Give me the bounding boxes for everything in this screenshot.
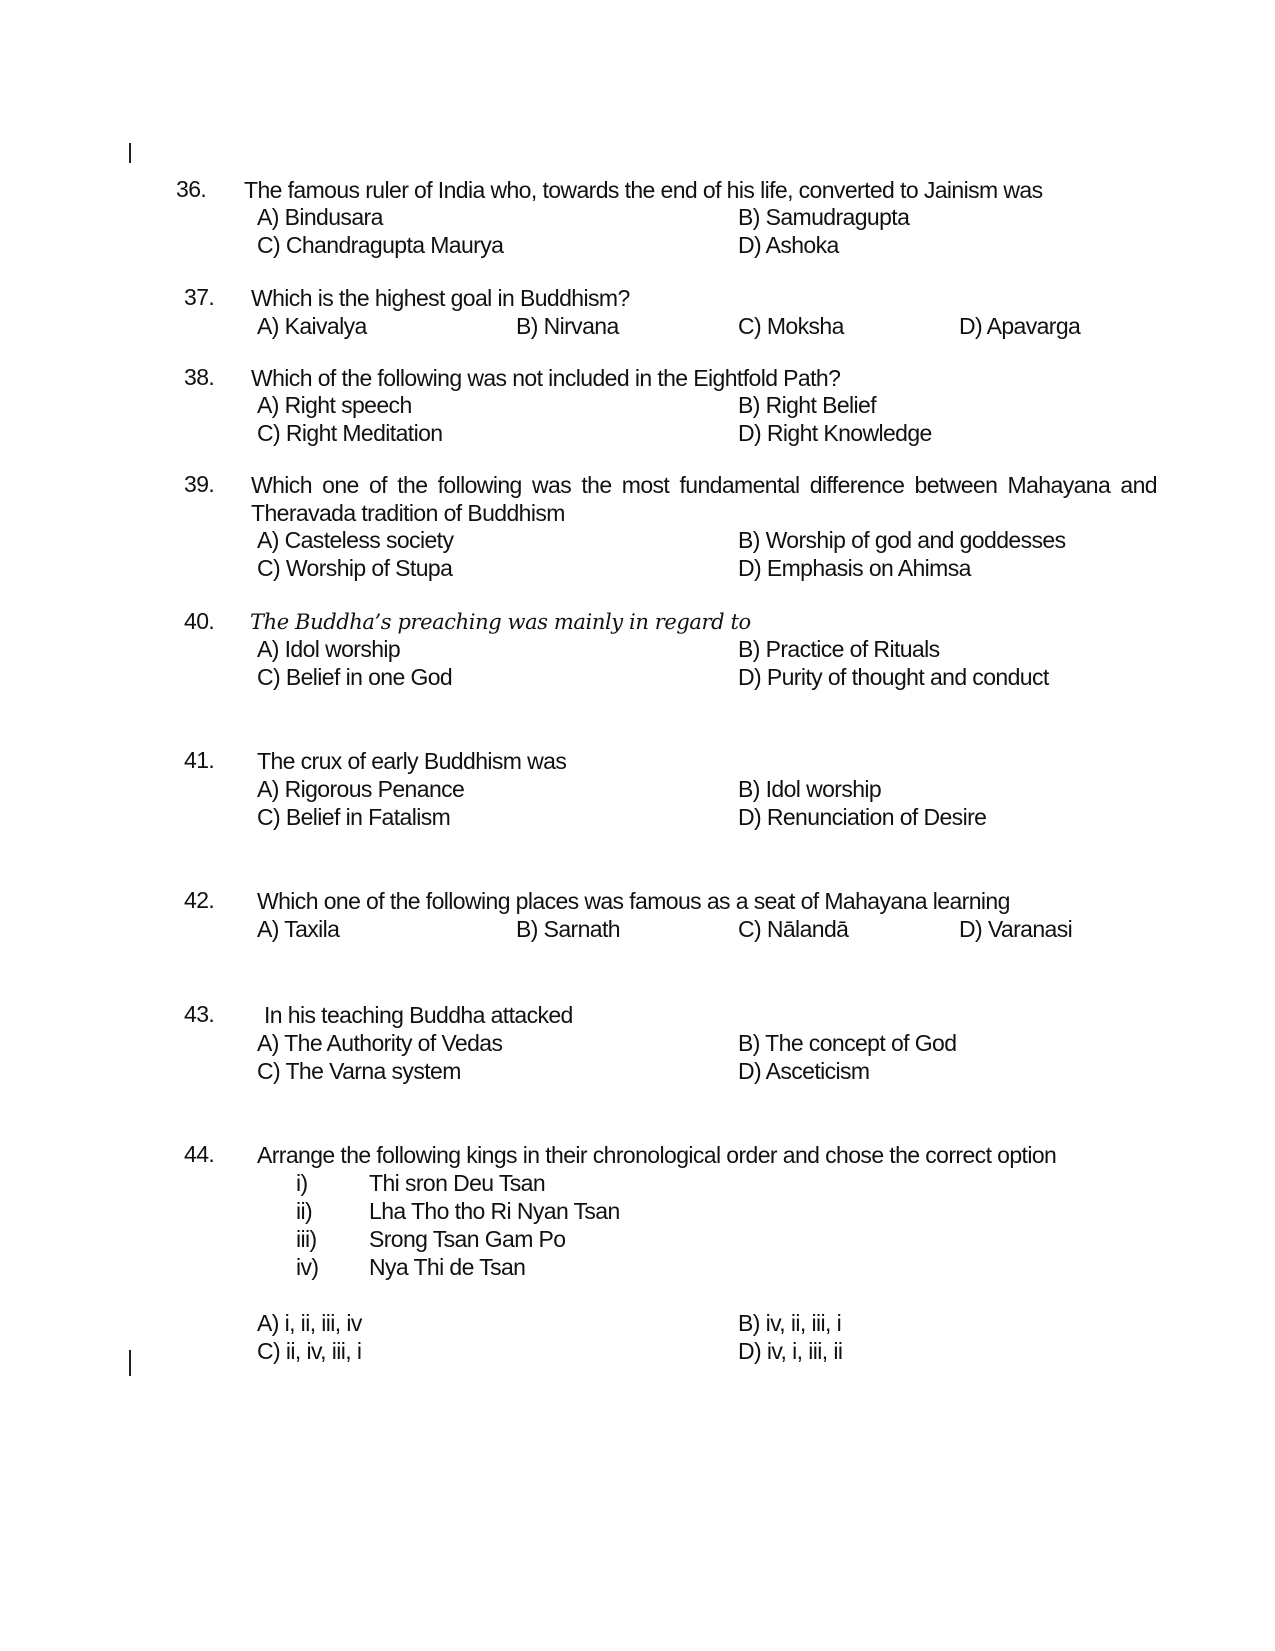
option-b: B) Idol worship: [738, 776, 882, 802]
question-number: 38.: [184, 364, 215, 390]
option-c: C) Chandragupta Maurya: [257, 232, 504, 258]
option-c: C) Belief in one God: [257, 664, 453, 690]
option-d: D) Purity of thought and conduct: [738, 664, 1049, 690]
option-a: A) Rigorous Penance: [257, 776, 465, 802]
question-stem: Which one of the following places was famous as a seat of Mahayana learning: [257, 888, 1010, 914]
option-a: A) The Authority of Vedas: [257, 1030, 503, 1056]
option-a: A) Idol worship: [257, 636, 401, 662]
list-item-numeral: iii): [296, 1226, 317, 1252]
list-item-numeral: ii): [296, 1198, 313, 1224]
question-number: 41.: [184, 747, 215, 773]
option-b: B) The concept of God: [738, 1030, 957, 1056]
option-b: B) Sarnath: [516, 916, 620, 942]
list-item-text: Lha Tho tho Ri Nyan Tsan: [369, 1198, 620, 1224]
question-number: 42.: [184, 887, 215, 913]
question-number: 43.: [184, 1001, 215, 1027]
option-d: D) Asceticism: [738, 1058, 870, 1084]
option-c: C) Worship of Stupa: [257, 555, 453, 581]
option-d: D) Emphasis on Ahimsa: [738, 555, 971, 581]
option-b: B) Right Belief: [738, 392, 877, 418]
question-stem: The crux of early Buddhism was: [257, 748, 567, 774]
question-number: 40.: [184, 608, 215, 634]
option-d: D) Varanasi: [959, 916, 1073, 942]
option-a: A) Right speech: [257, 392, 412, 418]
list-item-numeral: i): [296, 1170, 308, 1196]
option-b: B) Practice of Rituals: [738, 636, 940, 662]
question-stem: Which of the following was not included in the Eightfold Path?: [251, 365, 841, 391]
option-d: D) Renunciation of Desire: [738, 804, 987, 830]
margin-mark-top: [129, 143, 131, 163]
question-number: 36.: [176, 176, 207, 202]
option-c: C) Moksha: [738, 313, 844, 339]
list-item-text: Srong Tsan Gam Po: [369, 1226, 566, 1252]
option-a: A) i, ii, iii, iv: [257, 1310, 362, 1336]
option-c: C) Belief in Fatalism: [257, 804, 451, 830]
list-item-text: Thi sron Deu Tsan: [369, 1170, 546, 1196]
option-c: C) Nālandā: [738, 916, 849, 942]
option-c: C) Right Meditation: [257, 420, 443, 446]
option-d: D) Ashoka: [738, 232, 839, 258]
option-b: B) Worship of god and goddesses: [738, 527, 1066, 553]
question-stem: Which one of the following was the most fundamental difference between Mahayana and Theravada tradition of Buddhism: [251, 472, 1157, 526]
option-d: D) Apavarga: [959, 313, 1081, 339]
question-stem: Arrange the following kings in their chronological order and chose the correct option: [257, 1142, 1057, 1168]
option-b: B) iv, ii, iii, i: [738, 1310, 842, 1336]
option-a: A) Taxila: [257, 916, 340, 942]
question-number: 44.: [184, 1141, 215, 1167]
option-a: A) Casteless society: [257, 527, 454, 553]
option-d: D) Right Knowledge: [738, 420, 932, 446]
option-a: A) Kaivalya: [257, 313, 367, 339]
question-number: 39.: [184, 471, 215, 497]
option-a: A) Bindusara: [257, 204, 383, 230]
margin-mark-bottom: [129, 1350, 131, 1376]
question-number: 37.: [184, 284, 215, 310]
option-b: B) Samudragupta: [738, 204, 910, 230]
question-stem: The famous ruler of India who, towards the end of his life, converted to Jainism was: [244, 177, 1043, 203]
option-c: C) ii, iv, iii, i: [257, 1338, 362, 1364]
question-stem: Which is the highest goal in Buddhism?: [251, 285, 630, 311]
list-item-numeral: iv): [296, 1254, 319, 1280]
question-stem: In his teaching Buddha attacked: [264, 1002, 573, 1028]
option-b: B) Nirvana: [516, 313, 619, 339]
question-stem: The Buddha’s preaching was mainly in regard to: [250, 610, 751, 634]
list-item-text: Nya Thi de Tsan: [369, 1254, 526, 1280]
option-d: D) iv, i, iii, ii: [738, 1338, 843, 1364]
option-c: C) The Varna system: [257, 1058, 461, 1084]
